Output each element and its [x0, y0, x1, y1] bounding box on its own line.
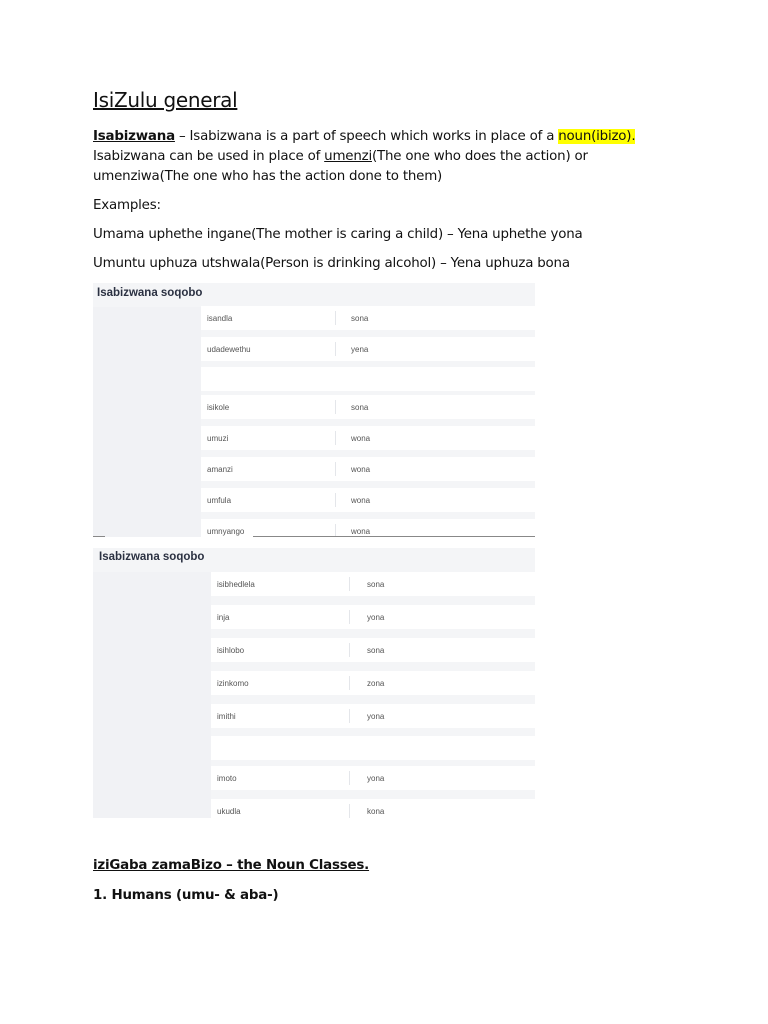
intro-text: – Isabizwana is a part of speech which works in place of a — [174, 129, 559, 144]
example-2: Umuntu uphuza utshwala(Person is drinking alcohol) – Yena uphuza bona — [93, 256, 570, 271]
page-title: IsiZulu general — [93, 88, 238, 112]
example-1: Umama uphethe ingane(The mother is caring a child) – Yena uphethe yona — [93, 227, 583, 242]
table-row: isibhedlela sona — [211, 572, 535, 596]
table-sidebar — [93, 572, 211, 818]
table-row: imoto yona — [211, 766, 535, 790]
table-row — [201, 367, 535, 391]
table-row: amanzi wona — [201, 457, 535, 481]
table-header: Isabizwana soqobo — [97, 287, 203, 299]
table-row: imithi yona — [211, 704, 535, 728]
pronoun-table-1 — [93, 283, 535, 537]
table-row: inja yona — [211, 605, 535, 629]
table-row: udadewethu yena — [201, 337, 535, 361]
table-row: umnyango wona — [201, 519, 535, 537]
table-sidebar — [93, 307, 201, 537]
table-row: isikole sona — [201, 395, 535, 419]
section-heading: iziGaba zamaBizo – the Noun Classes. — [93, 858, 370, 873]
list-item-humans: 1. Humans (umu- & aba-) — [93, 888, 279, 903]
table-row: isandla sona — [201, 306, 535, 330]
pronoun-table-2 — [93, 548, 535, 818]
intro-line2-b: (The one who does the action) or umenziwa(The one who has the action done to them) — [93, 149, 588, 184]
table-row: umfula wona — [201, 488, 535, 512]
table-row — [211, 736, 535, 760]
table-row: isihlobo sona — [211, 638, 535, 662]
table-row: izinkomo zona — [211, 671, 535, 695]
intro-line2-a: Isabizwana can be used in place of — [93, 149, 325, 164]
table-row: umuzi wona — [201, 426, 535, 450]
table-row: ukudla kona — [211, 799, 535, 818]
umenzi-term: umenzi — [324, 149, 372, 164]
examples-label: Examples: — [93, 198, 161, 213]
table-header: Isabizwana soqobo — [99, 551, 205, 563]
term-isabizwana: Isabizwana — [93, 129, 175, 144]
intro-paragraph — [93, 127, 683, 187]
highlighted-noun: noun(ibizo). — [558, 129, 636, 144]
